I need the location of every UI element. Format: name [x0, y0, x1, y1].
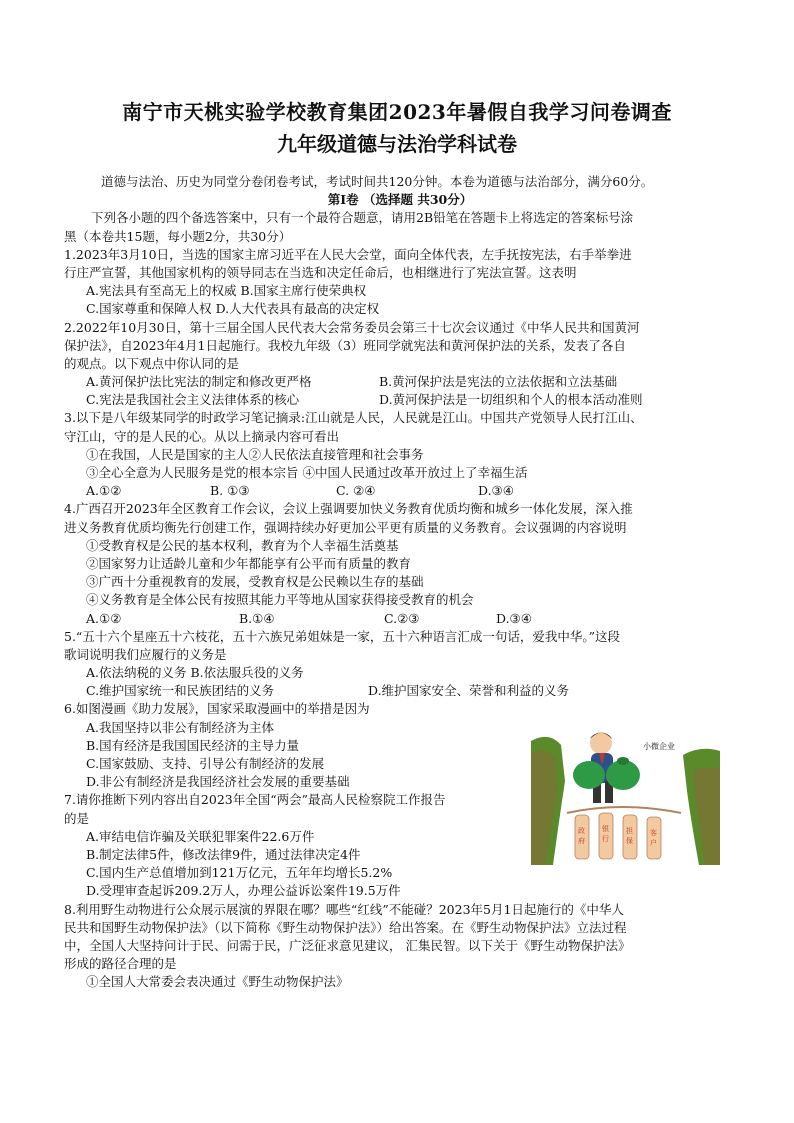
question-stem: 的是: [64, 810, 90, 826]
option-c: C.②③: [384, 610, 420, 626]
instructions-line: 黑（本卷共15题，每小题2分，共30分）: [64, 228, 292, 244]
question-stem: 的观点。以下观点中你认同的是: [64, 355, 240, 371]
question-items: ③全心全意为人民服务是党的根本宗旨 ④中国人民通过改革开放过上了幸福生活: [86, 465, 528, 480]
option-b: B.黄河保护法是宪法的立法依据和立法基础: [379, 374, 618, 390]
exam-title-line2: 九年级道德与法治学科试卷: [277, 132, 517, 156]
svg-text:银: 银: [602, 826, 609, 833]
svg-text:客: 客: [650, 830, 657, 837]
question-options: [64, 610, 736, 628]
option-c: C.维护国家统一和民族团结的义务: [86, 683, 275, 699]
option-c: C.国内生产总值增加到121万亿元，五年年均增长5.2%: [86, 865, 393, 881]
question-stem: 民共和国野生动物保护法》（以下简称《野生动物保护法》）给出答案。在《野生动物保护法》立法过程: [64, 919, 627, 935]
question-options: [64, 482, 736, 500]
question-options: [64, 373, 736, 391]
question-stem: 4.广西召开2023年全区教育工作会议，会议上强调要加快义务教育优质均衡和城乡一体化发展，深入推: [64, 501, 633, 517]
question-stem: 保护法》，自2023年4月1日起施行。我校九年级（3）班同学就宪法和黄河保护法的关系，发表了各自: [64, 337, 626, 353]
question-item: ④义务教育是全体公民有按照其能力平等地从国家获得接受教育的机会: [86, 592, 474, 608]
svg-text:政: 政: [578, 828, 585, 835]
option-c: C.国家鼓励、支持、引导公有制经济的发展: [86, 756, 325, 771]
exam-body: [64, 173, 736, 991]
svg-text:保: 保: [626, 838, 633, 845]
question-stem: 守江山，守的是人民的心。从以上摘录内容可看出: [64, 428, 340, 444]
exam-title-line1: 南宁市天桃实验学校教育集团2023年暑假自我学习问卷调查: [122, 100, 672, 124]
option-c: C. ②④: [336, 483, 376, 499]
svg-text:行: 行: [602, 836, 609, 843]
question-stem: 形成的路径合理的是: [64, 956, 177, 972]
question-item: ③广西十分重视教育的发展，受教育权是公民赖以生存的基础: [86, 574, 424, 590]
question-options: C.国家尊重和保障人权 D.人大代表具有最高的决定权: [86, 301, 380, 317]
question-stem: 歌词说明我们应履行的义务是: [64, 646, 227, 662]
option-a: A.①②: [86, 610, 122, 626]
question-stem: 7.请你推断下列内容出自2023年全国“两会”最高人民检察院工作报告: [64, 792, 446, 808]
option-d: D.维护国家安全、荣誉和利益的义务: [368, 683, 570, 699]
question-item: ①受教育权是公民的基本权利，教育为个人幸福生活奠基: [86, 537, 399, 553]
question-stem: 8.利用野生动物进行公众展示展演的界限在哪？哪些“红线”不能碰？2023年5月1日起施行的《中华人: [64, 901, 624, 917]
question-options: [64, 682, 736, 700]
option-c: C.宪法是我国社会主义法律体系的核心: [86, 392, 300, 408]
question-item: ①全国人大常委会表决通过《野生动物保护法》: [86, 974, 349, 990]
cartoon-image: [531, 721, 720, 865]
question-stem: 中，全国人大坚持问计于民、问需于民，广泛征求意见建议， 汇集民智。以下关于《野生动物保护法》: [64, 937, 631, 953]
instructions-line: 下列各小题的四个备选答案中，只有一个最符合题意，请用2B铅笔在答题卡上将选定的答案标号涂: [91, 210, 634, 226]
option-b: B.国有经济是我国国民经济的主导力量: [86, 737, 300, 753]
question-stem: 行庄严宣誓，其他国家机构的领导同志在当选和决定任命后，也相继进行了宪法宣誓。这表明: [64, 264, 577, 280]
option-d: D.受理审查起诉209.2万人，办理公益诉讼案件19.5万件: [86, 883, 401, 899]
option-b: B.①④: [239, 610, 275, 626]
question-item: ②国家努力让适龄儿童和少年都能享有公平而有质量的教育: [86, 555, 412, 571]
sack-label: 小微企业: [643, 742, 675, 751]
option-d: D.非公有制经济是我国经济社会发展的重要基础: [86, 774, 350, 790]
svg-text:户: 户: [650, 840, 657, 847]
option-d: D.③④: [496, 610, 532, 626]
section-title: 第Ⅰ卷 （选择题 共30分）: [327, 192, 473, 208]
option-a: A.我国坚持以非公有制经济为主体: [86, 719, 275, 735]
question-stem: 6.如图漫画《助力发展》，国家采取漫画中的举措是因为: [64, 701, 370, 717]
question-options: A.依法纳税的义务 B.依法服兵役的义务: [86, 665, 304, 681]
option-b: B. ①③: [210, 483, 250, 499]
question-stem: 3.以下是八年级某同学的时政学习笔记摘录:江山就是人民，人民就是江山。中国共产党领导人民打江山、: [64, 410, 643, 426]
question-stem: 5.“五十六个星座五十六枝花，五十六族兄弟姐妹是一家，五十六种语言汇成一句话，爱我中华。”这段: [64, 628, 620, 644]
option-a: A.①②: [86, 483, 122, 499]
question-stem: 1.2023年3月10日，当选的国家主席习近平在人民大会堂，面向全体代表，左手抚按宪法，右手举拳进: [64, 246, 632, 262]
option-a: A.黄河保护法比宪法的制定和修改更严格: [86, 374, 312, 390]
question-stem: 进义务教育优质均衡先行创建工作，强调持续办好更加公平更有质量的义务教育。会议强调的内容说明: [64, 519, 627, 535]
svg-text:担: 担: [626, 828, 633, 835]
question-items: ①在我国，人民是国家的主人②人民依法直接管理和社会事务: [86, 446, 424, 462]
option-d: D.黄河保护法是一切组织和个人的根本活动准则: [379, 392, 643, 408]
question-options: [64, 391, 736, 409]
question-options: A.宪法具有至高无上的权威 B.国家主席行使荣典权: [86, 283, 367, 299]
option-a: A.审结电信诈骗及关联犯罪案件22.6万件: [86, 828, 315, 844]
option-b: B.制定法律5件，修改法律9件，通过法律决定4件: [86, 846, 361, 862]
question-stem: 2.2022年10月30日，第十三届全国人民代表大会常务委员会第三十七次会议通过《中华人民共和国黄河: [64, 319, 640, 335]
option-d: D.③④: [478, 483, 514, 499]
svg-text:府: 府: [578, 838, 585, 845]
exam-intro: 道德与法治、历史为同堂分卷闭卷考试，考试时间共120分钟。本卷为道德与法治部分，满分60分。: [101, 174, 654, 189]
